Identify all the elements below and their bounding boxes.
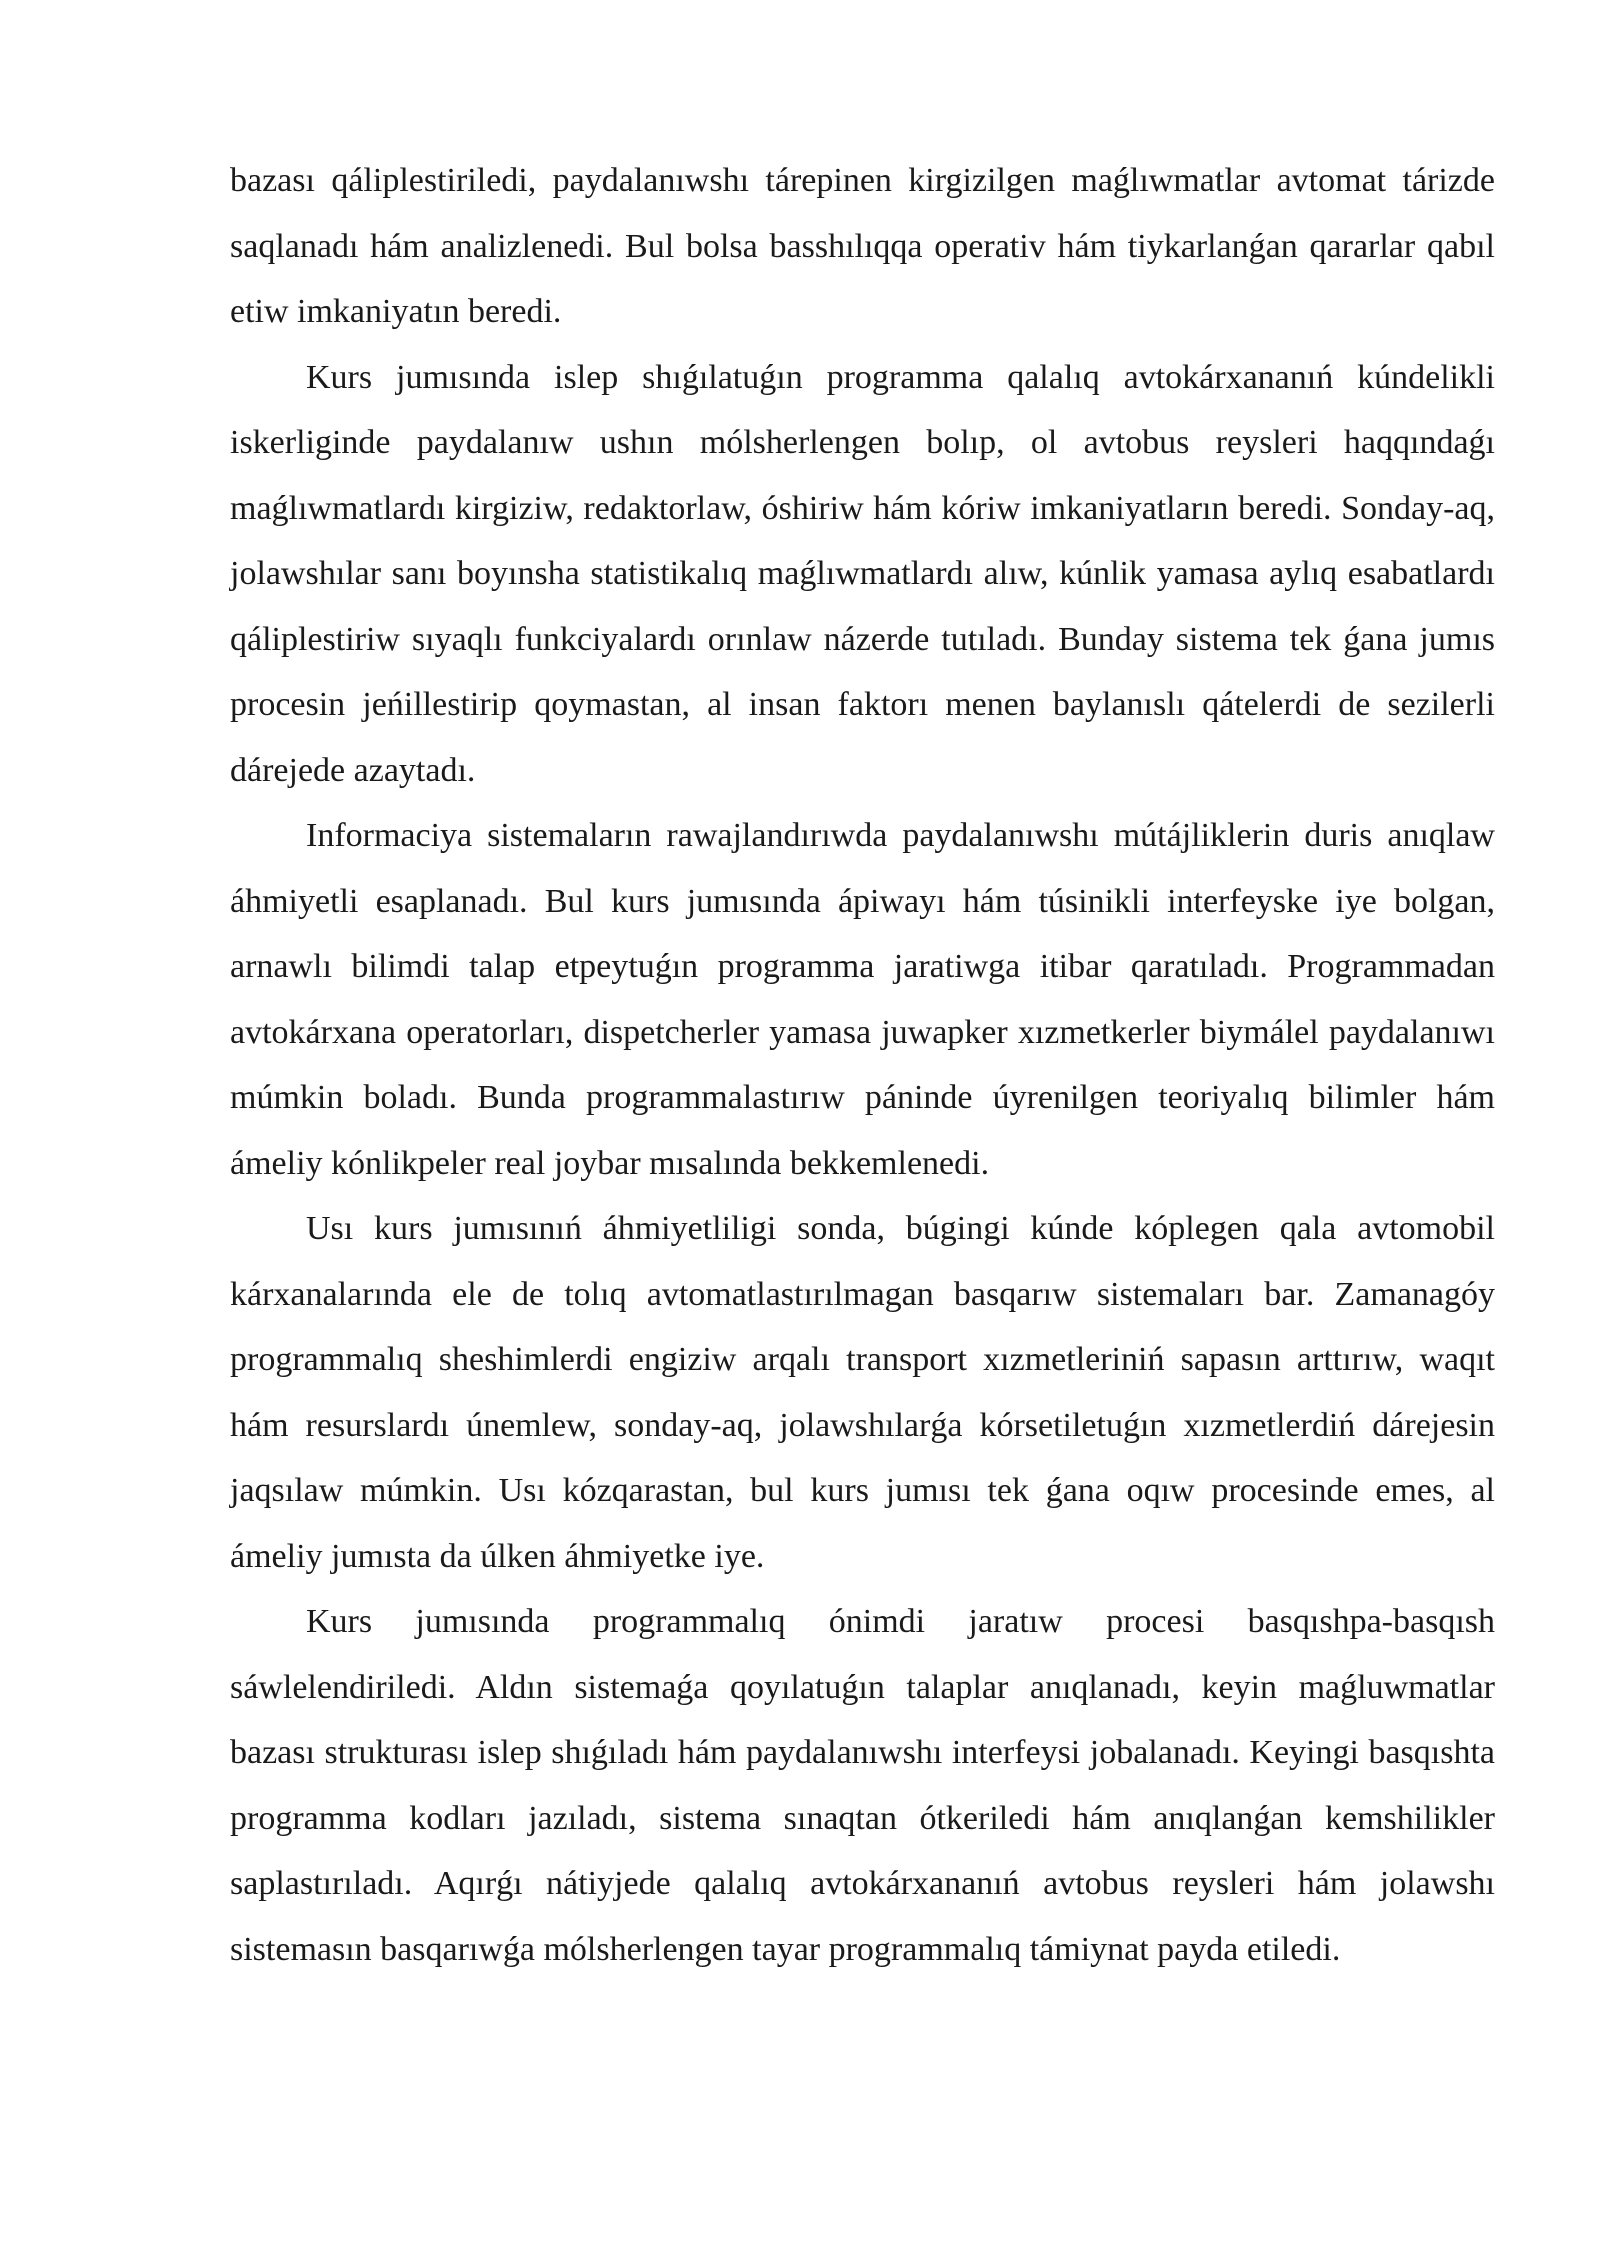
paragraph-user-needs: Informaciya sistemaların rawajlandırıwda paydalanıwshı mútájliklerin duris anıqlaw áhmiyetli esaplanadı. Bul kurs jumısında ápiwayı hám túsinikli interfeyske iye bolgan, arnawlı bilimdi talap etpeytuǵın programma jaratiwga itibar qaratıladı. Programmadan avtokárxana operatorları, dispetcherler yamasa juwapker xızmetkerler biymálel paydalanıwı múmkin boladı. Bunda programmalastırıw páninde úyrenilgen teoriyalıq bilimler hám ámeliy kónlikpeler real joybar mısalında bekkemlenedi. (230, 817, 1495, 1182)
paragraph-continuation: bazası qáliplestiriledi, paydalanıwshı tárepinen kirgizilgen maǵlıwmatlar avtomat tárizde saqlanadı hám analizlenedi. Bul bolsa basshılıqqa operativ hám tiykarlanǵan qararlar qabıl etiw imkaniyatın beredi. (230, 162, 1495, 330)
paragraph-development-process: Kurs jumısında programmalıq ónimdi jaratıw procesi basqıshpa-basqısh sáwlelendiriledi. Aldın sistemaǵa qoyılatuǵın talaplar anıqlanadı, keyin maǵluwmatlar bazası strukturası islep shıǵıladı hám paydalanıwshı interfeysi jobalanadı. Keyingi basqıshta programma kodları jazıladı, sistema sınaqtan ótkeriledi hám anıqlanǵan kemshilikler saplastırıladı. Aqırǵı nátiyjede qalalıq avtokárxananıń avtobus reysleri hám jolawshı sistemasın basqarıwǵa mólsherlengen tayar programmalıq támiynat payda etiledi. (230, 1603, 1495, 1968)
paragraph-program-purpose: Kurs jumısında islep shıǵılatuǵın programma qalalıq avtokárxananıń kúndelikli iskerliginde paydalanıw ushın mólsherlengen bolıp, ol avtobus reysleri haqqındaǵı maǵlıwmatlardı kirgiziw, redaktorlaw, óshiriw hám kóriw imkaniyatların beredi. Sonday-aq, jolawshılar sanı boyınsha statistikalıq maǵlıwmatlardı alıw, kúnlik yamasa aylıq esabatlardı qáliplestiriw sıyaqlı funkciyalardı orınlaw názerde tutıladı. Bunday sistema tek ǵana jumıs procesin jeńillestirip qoymastan, al insan faktorı menen baylanıslı qátelerdi de sezilerli dárejede azaytadı. (230, 358, 1495, 789)
document-body (230, 148, 1495, 1982)
paragraph-relevance: Usı kurs jumısınıń áhmiyetliligi sonda, búgingi kúnde kóplegen qala avtomobil kárxanalarında ele de tolıq avtomatlastırılmagan basqarıw sistemaları bar. Zamanagóy programmalıq sheshimlerdi engiziw arqalı transport xızmetleriniń sapasın arttırıw, waqıt hám resurslardı únemlew, sonday-aq, jolawshılarǵa kórsetiletuǵın xızmetlerdiń dárejesin jaqsılaw múmkin. Usı kózqarastan, bul kurs jumısı tek ǵana oqıw procesinde emes, al ámeliy jumısta da úlken áhmiyetke iye. (230, 1210, 1495, 1575)
